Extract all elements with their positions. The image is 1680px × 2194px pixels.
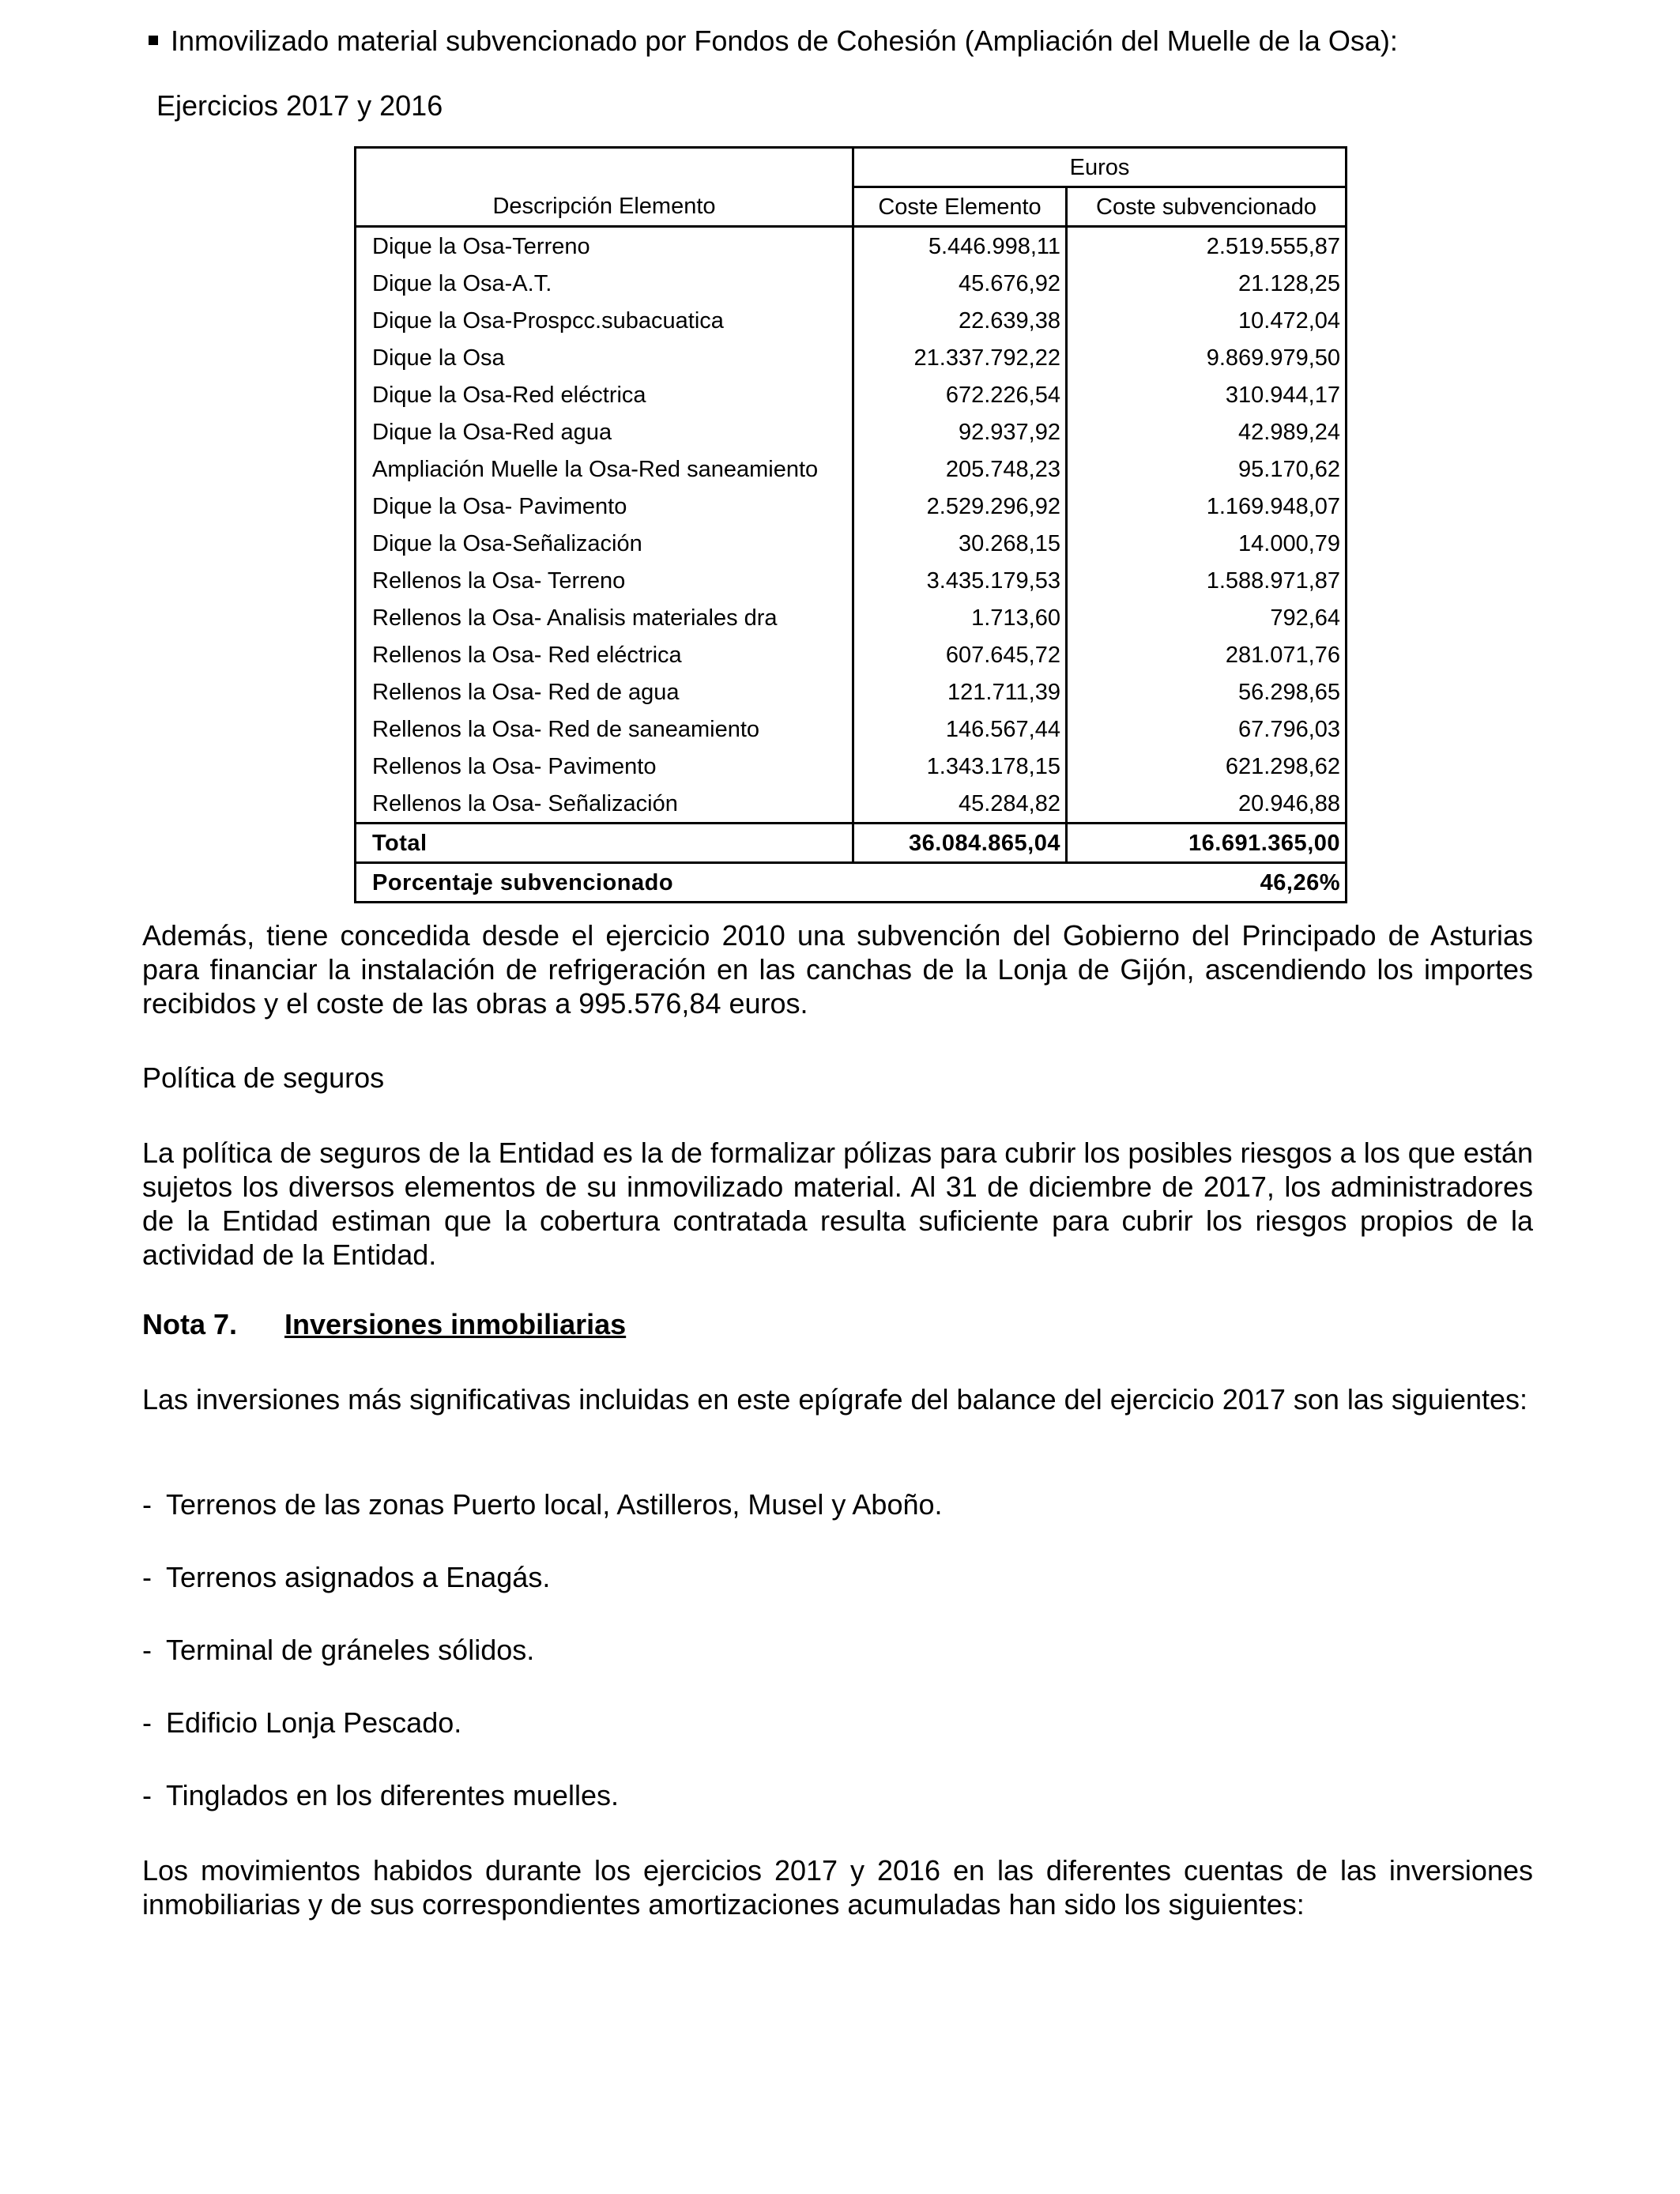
cell-descripcion: Rellenos la Osa- Red de agua — [372, 679, 680, 705]
cell-coste-elemento: 146.567,44 — [853, 711, 1067, 748]
cell-coste-elemento: 21.337.792,22 — [853, 339, 1067, 376]
cell-coste-elemento: 1.713,60 — [853, 599, 1067, 636]
cell-descripcion: Rellenos la Osa- Pavimento — [372, 753, 657, 779]
cell-descripcion: Dique la Osa-Red agua — [372, 419, 612, 445]
cell-coste-subvencionado: 2.519.555,87 — [1067, 227, 1347, 266]
cell-descripcion: Rellenos la Osa- Red eléctrica — [372, 642, 682, 668]
dash-mark: - — [142, 1561, 152, 1593]
dash-mark: - — [142, 1706, 152, 1739]
cell-coste-subvencionado: 792,64 — [1067, 599, 1347, 636]
dash-mark: - — [142, 1634, 152, 1666]
cell-descripcion: Dique la Osa-Señalización — [372, 530, 642, 556]
list-item — [142, 1634, 534, 1667]
cell-descripcion: Ampliación Muelle la Osa-Red saneamiento — [372, 456, 819, 482]
nota7-number: Nota 7. — [142, 1308, 238, 1340]
intro-bullet-line — [149, 24, 1398, 58]
list-item-text: Terminal de gráneles sólidos. — [166, 1634, 535, 1666]
cell-descripcion: Rellenos la Osa- Terreno — [372, 567, 626, 594]
cell-coste-subvencionado: 10.472,04 — [1067, 302, 1347, 339]
table-row — [356, 488, 1347, 525]
column-header-coste-elemento: Coste Elemento — [853, 187, 1067, 227]
table-row — [356, 562, 1347, 599]
table-row — [356, 413, 1347, 450]
percentage-blank — [853, 863, 1067, 903]
cell-coste-subvencionado: 14.000,79 — [1067, 525, 1347, 562]
cell-coste-subvencionado: 20.946,88 — [1067, 785, 1347, 824]
cell-coste-elemento: 45.284,82 — [853, 785, 1067, 824]
cell-coste-elemento: 672.226,54 — [853, 376, 1067, 413]
table-header-blank — [356, 148, 853, 187]
table-row — [356, 673, 1347, 711]
cell-coste-subvencionado: 621.298,62 — [1067, 748, 1347, 785]
paragraph-seguros: La política de seguros de la Entidad es la de formalizar pólizas para cubrir los posibles riesgos a los que están sujetos los diversos elementos de su inmovilizado material. Al 31 de diciembre de 2017, los administradores de la Entidad estiman que la cobertura contratada resulta suficiente para cubrir los riesgos propios de la actividad de la Entidad. — [142, 1137, 1533, 1271]
table-row — [356, 636, 1347, 673]
table-row — [356, 785, 1347, 824]
cell-coste-subvencionado: 9.869.979,50 — [1067, 339, 1347, 376]
subsidy-table — [354, 146, 1347, 903]
paragraph-subvencion: Además, tiene concedida desde el ejercicio 2010 una subvención del Gobierno del Principado de Asturias para financiar la instalación de refrigeración en las canchas de la Lonja de Gijón, ascendiendo los importes recibidos y el coste de las obras a 995.576,84 euros. — [142, 919, 1533, 1020]
table-body — [356, 227, 1347, 824]
list-item-text: Edificio Lonja Pescado. — [166, 1706, 462, 1739]
intro-bullet-text: Inmovilizado material subvencionado por Fondos de Cohesión (Ampliación del Muelle de la Osa): — [171, 25, 1398, 57]
cell-descripcion: Dique la Osa-Prospcc.subacuatica — [372, 307, 724, 334]
table-row — [356, 711, 1347, 748]
list-item — [142, 1561, 550, 1594]
list-item — [142, 1488, 943, 1521]
cell-coste-elemento: 121.711,39 — [853, 673, 1067, 711]
paragraph-inversiones: Las inversiones más significativas incluidas en este epígrafe del balance del ejercicio 2017 son las siguientes: — [142, 1383, 1528, 1416]
cell-coste-elemento: 45.676,92 — [853, 265, 1067, 302]
cell-coste-subvencionado: 67.796,03 — [1067, 711, 1347, 748]
cell-descripcion: Rellenos la Osa- Señalización — [372, 790, 678, 816]
dash-mark: - — [142, 1488, 152, 1521]
total-coste-elemento: 36.084.865,04 — [853, 824, 1067, 863]
percentage-label: Porcentaje subvencionado — [356, 863, 853, 903]
dash-mark: - — [142, 1779, 152, 1811]
cell-coste-subvencionado: 1.588.971,87 — [1067, 562, 1347, 599]
cell-coste-elemento: 2.529.296,92 — [853, 488, 1067, 525]
list-item-text: Terrenos de las zonas Puerto local, Astilleros, Musel y Aboño. — [166, 1488, 943, 1521]
table-row — [356, 450, 1347, 488]
cell-coste-elemento: 22.639,38 — [853, 302, 1067, 339]
percentage-value: 46,26% — [1067, 863, 1347, 903]
nota7-heading — [142, 1308, 626, 1341]
intro-subtitle: Ejercicios 2017 y 2016 — [156, 89, 443, 122]
square-bullet-icon — [149, 36, 158, 45]
table-row — [356, 599, 1347, 636]
cell-coste-subvencionado: 56.298,65 — [1067, 673, 1347, 711]
cell-coste-subvencionado: 42.989,24 — [1067, 413, 1347, 450]
table-row — [356, 525, 1347, 562]
cell-descripcion: Dique la Osa- Pavimento — [372, 493, 627, 519]
cell-coste-elemento: 5.446.998,11 — [853, 227, 1067, 266]
table-row — [356, 302, 1347, 339]
section-title-seguros: Política de seguros — [142, 1061, 385, 1094]
table-row — [356, 339, 1347, 376]
cell-descripcion: Dique la Osa-A.T. — [372, 270, 552, 296]
list-item — [142, 1779, 619, 1812]
nota7-title: Inversiones inmobiliarias — [284, 1308, 627, 1340]
table-row — [356, 748, 1347, 785]
cell-descripcion: Dique la Osa-Terreno — [372, 233, 590, 259]
cell-coste-elemento: 92.937,92 — [853, 413, 1067, 450]
list-item-text: Tinglados en los diferentes muelles. — [166, 1779, 619, 1811]
cell-coste-subvencionado: 1.169.948,07 — [1067, 488, 1347, 525]
cell-coste-elemento: 1.343.178,15 — [853, 748, 1067, 785]
cell-descripcion: Dique la Osa-Red eléctrica — [372, 382, 646, 408]
cell-coste-subvencionado: 21.128,25 — [1067, 265, 1347, 302]
list-item — [142, 1706, 461, 1740]
total-coste-subvencionado: 16.691.365,00 — [1067, 824, 1347, 863]
column-header-descripcion: Descripción Elemento — [356, 187, 853, 227]
cell-coste-subvencionado: 281.071,76 — [1067, 636, 1347, 673]
paragraph-movimientos: Los movimientos habidos durante los ejercicios 2017 y 2016 en las diferentes cuentas de las inversiones inmobiliarias y de sus correspondientes amortizaciones acumuladas han sido los siguientes: — [142, 1854, 1533, 1921]
cell-coste-subvencionado: 310.944,17 — [1067, 376, 1347, 413]
cell-descripcion: Rellenos la Osa- Analisis materiales dra — [372, 605, 778, 631]
total-label: Total — [356, 824, 853, 863]
cell-coste-elemento: 607.645,72 — [853, 636, 1067, 673]
cell-descripcion: Rellenos la Osa- Red de saneamiento — [372, 716, 760, 742]
table-row — [356, 265, 1347, 302]
cell-coste-elemento: 205.748,23 — [853, 450, 1067, 488]
table-row — [356, 376, 1347, 413]
cell-coste-elemento: 30.268,15 — [853, 525, 1067, 562]
list-item-text: Terrenos asignados a Enagás. — [166, 1561, 551, 1593]
table-group-header: Euros — [853, 148, 1347, 187]
table-row — [356, 227, 1347, 266]
cell-coste-elemento: 3.435.179,53 — [853, 562, 1067, 599]
cell-descripcion: Dique la Osa — [372, 345, 505, 371]
cell-coste-subvencionado: 95.170,62 — [1067, 450, 1347, 488]
column-header-coste-subvencionado: Coste subvencionado — [1067, 187, 1347, 227]
